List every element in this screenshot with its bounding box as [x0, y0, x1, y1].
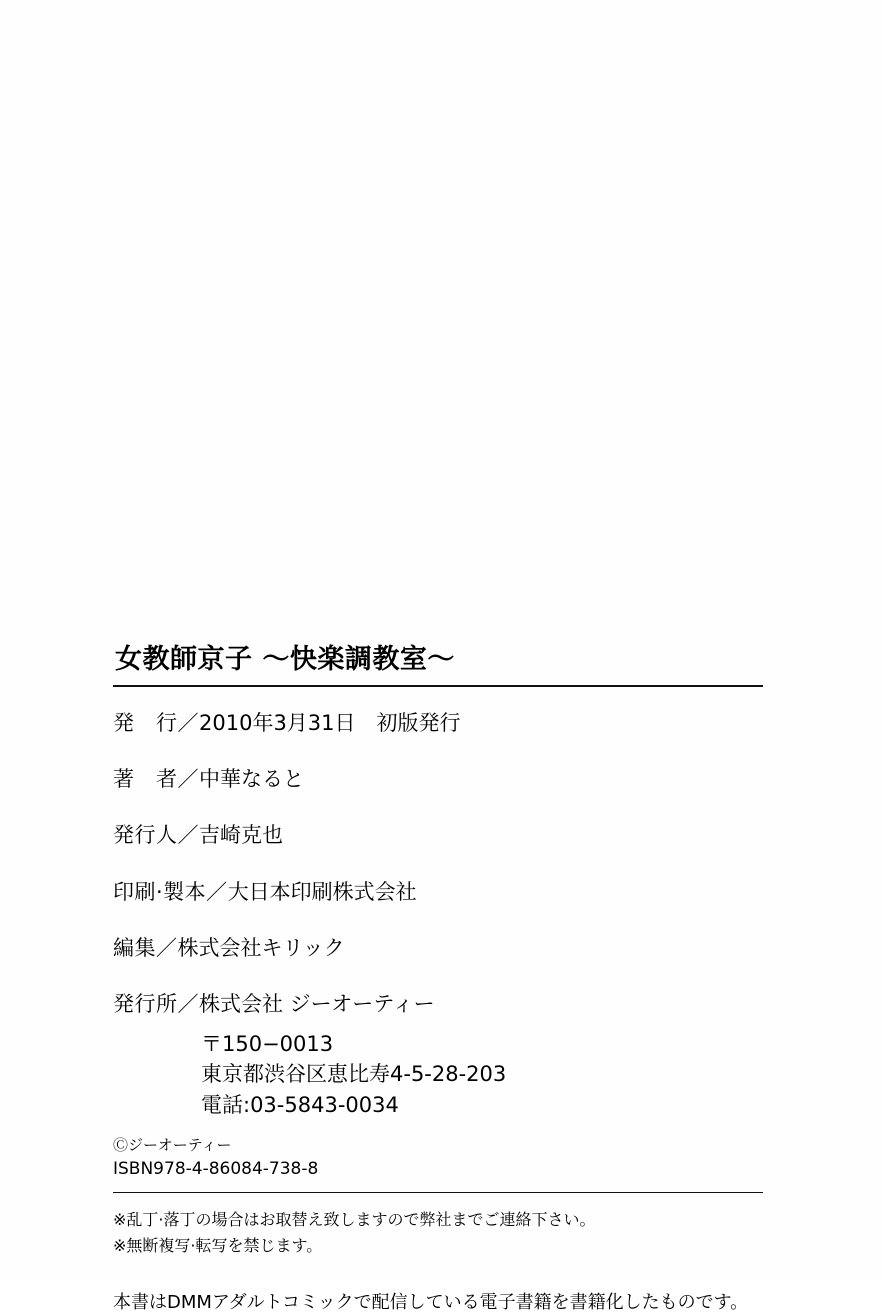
publication-info-list — [113, 687, 763, 1019]
address-postal-code: 〒150−0013 — [201, 1031, 334, 1056]
isbn-number: ISBN978-4-86084-738-8 — [113, 1158, 319, 1179]
list-item-editing — [113, 934, 763, 962]
list-item-publication-date — [113, 709, 763, 737]
list-item-printing — [113, 878, 763, 906]
label-publication-date: 発 行／ — [113, 710, 199, 735]
copyright-block — [113, 1134, 763, 1182]
notes-block — [113, 1207, 763, 1258]
colophon-block — [113, 645, 763, 1314]
value-publisher-company: 株式会社 ジーオーティー — [199, 992, 435, 1017]
value-publisher-person: 吉崎克也 — [199, 823, 283, 848]
copyright-notice: Ⓒジーオーティー — [113, 1136, 232, 1155]
label-publisher-person: 発行人／ — [113, 823, 199, 848]
address-street: 東京都渋谷区恵比寿4-5-28-203 — [201, 1062, 507, 1087]
note-no-reproduction: ※無断複写·転写を禁じます。 — [113, 1235, 323, 1255]
value-publication-date: 2010年3月31日 初版発行 — [199, 710, 461, 735]
publisher-address — [201, 1029, 763, 1120]
label-editing: 編集／ — [113, 936, 178, 961]
label-author: 著 者／ — [113, 767, 199, 792]
list-item-author — [113, 765, 763, 793]
list-item-publisher-person — [113, 821, 763, 849]
label-publisher-company: 発行所／ — [113, 992, 199, 1017]
list-item-publisher-company — [113, 990, 763, 1018]
notes-divider — [113, 1192, 763, 1193]
value-printing: 大日本印刷株式会社 — [227, 879, 417, 904]
footer-note: 本書はDMMアダルトコミックで配信している電子書籍を書籍化したものです。 — [113, 1292, 749, 1314]
label-printing: 印刷·製本／ — [113, 879, 228, 904]
value-editing: 株式会社キリック — [177, 936, 345, 961]
note-defective-copy: ※乱丁·落丁の場合はお取替え致しますので弊社までご連絡下さい。 — [113, 1210, 596, 1230]
address-phone: 電話:03-5843-0034 — [201, 1092, 399, 1117]
value-author: 中華なると — [199, 767, 304, 792]
page-title: 女教師京子 〜快楽調教室〜 — [115, 644, 455, 675]
